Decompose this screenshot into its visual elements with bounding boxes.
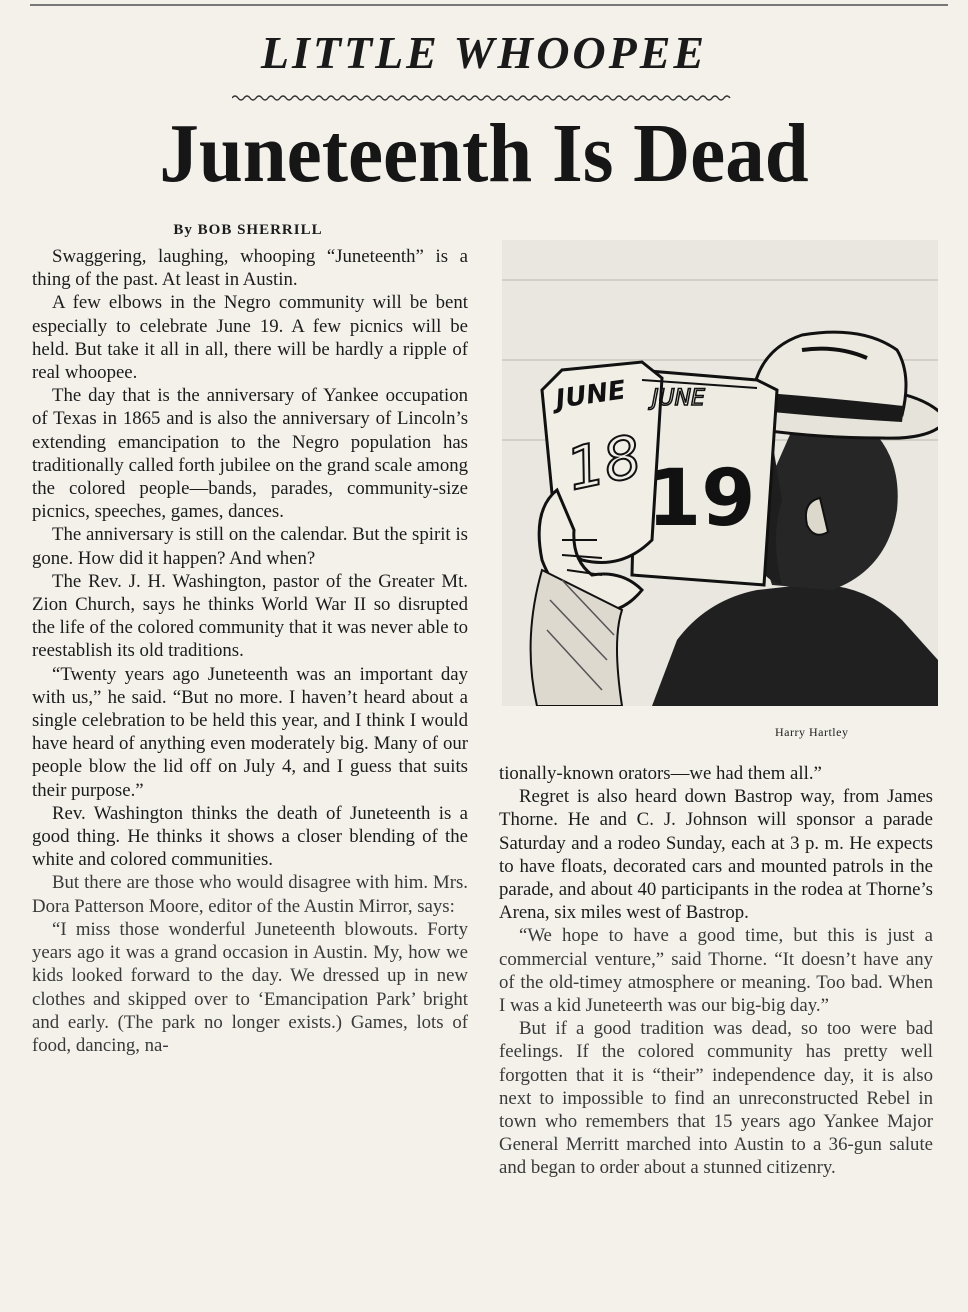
paragraph: But there are those who would disagree with him. Mrs. Dora Patterson Moore, editor of the Austin Mirror, says:: [32, 872, 468, 917]
left-column: [32, 245, 468, 1057]
calendar-illustration-svg: [502, 240, 938, 706]
paragraph: The anniversary is still on the calendar. But the spirit is gone. How did it happen? And when?: [32, 524, 468, 569]
paragraph: tionally-known orators—we had them all.”: [499, 763, 822, 784]
paragraph: Regret is also heard down Bastrop way, from James Thorne. He and C. J. Johnson will sponsor a parade Saturday and a rodeo Sunday, each at 3 p. m. He expects to have floats, decorated cars and mounted patrols in the parade, and about 40 participants in the rodea at Thorne’s Arena, six miles west of Bastrop.: [499, 786, 933, 924]
paragraph: The Rev. J. H. Washington, pastor of the Greater Mt. Zion Church, says he thinks World War II so disrupted the life of the colored community that it was never able to reestablish its old traditions.: [32, 570, 468, 662]
paragraph: “We hope to have a good time, but this is just a commercial venture,” said Thorne. “It doesn’t have any of the old-timey atmosphere or meaning. Too bad. When I was a kid Juneteerth was our big-big day.”: [499, 925, 933, 1017]
paragraph: A few elbows in the Negro community will be bent especially to celebrate June 19. A few picnics will be held. But take it all in all, there will be hardly a ripple of real whoopee.: [32, 292, 468, 384]
paragraph: But if a good tradition was dead, so too were bad feelings. If the colored community has pretty well forgotten that it is “their” independence day, it is also next to impossible to find an unreconstructed Rebel in town who remembers that 15 years ago Yankee Major General Merritt marched into Austin to a 36-gun salute and began to order about a stunned citizenry.: [499, 1018, 933, 1179]
calendar-back-month: JUNE: [652, 386, 705, 411]
paragraph: The day that is the anniversary of Yankee occupation of Texas in 1865 and is also the anniversary of Lincoln’s extending emancipation to the Negro population has traditionally called forth jubilee on the grand scale among the colored people—bands, parades, community-size picnics, speeches, games, dances.: [32, 385, 468, 523]
illustration-credit: Harry Hartley: [775, 725, 849, 739]
calendar-back-day: 19: [647, 454, 756, 544]
kicker-headline: LITTLE WHOOPEE: [260, 27, 708, 78]
byline: By BOB SHERRILL: [173, 222, 323, 238]
main-headline: Juneteenth Is Dead: [159, 107, 809, 200]
paragraph: “I miss those wonderful Juneteenth blowouts. Forty years ago it was a grand occasion in Austin. My, how we kids looked forward to the day. We dressed up in new clothes and skipped over to ‘Emancipation Park’ bright and early. (The park no longer exists.) Games, lots of food, dancing, na-: [32, 918, 468, 1056]
calendar-front-month: JUNE: [553, 375, 628, 415]
top-rule: [30, 0, 948, 6]
calendar-front-day: 18: [560, 421, 648, 504]
paragraph: Swaggering, laughing, whooping “Juneteenth” is a thing of the past. At least in Austin.: [32, 246, 468, 291]
right-column: [499, 762, 933, 1180]
paragraph: “Twenty years ago Juneteenth was an important day with us,” he said. “But no more. I haven’t heard about a single celebration to be held this year, and I think I would have heard of anything even moderately big. Many of our people blow the lid off on July 4, and I guess that suits their purpose.”: [32, 663, 468, 801]
paragraph: Rev. Washington thinks the death of Juneteenth is a good thing. He thinks it shows a closer blending of the white and colored communities.: [32, 802, 468, 871]
decorative-wavy-rule: [232, 93, 732, 103]
illustration-man-with-calendar: [502, 240, 938, 706]
